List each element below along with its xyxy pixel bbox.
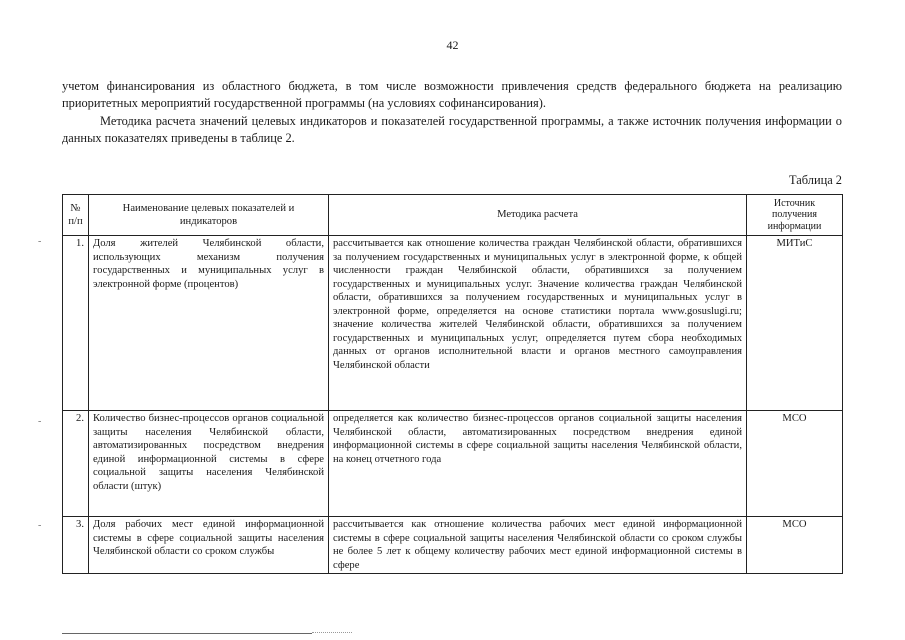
header-num: № п/п xyxy=(63,195,89,236)
header-method: Методика расчета xyxy=(329,195,747,236)
row-method: определяется как количество бизнес-процессов органов социальной защиты населения Челябинской области, автоматизированных посредством внедрения единой информационной системы в сфере социальной защиты населения Челябинской области, на конец отчетного года xyxy=(329,411,747,517)
margin-mark: - xyxy=(38,520,42,531)
table-row xyxy=(63,236,843,411)
row-name: Количество бизнес-процессов органов социальной защиты населения Челябинской области, автоматизированных посредством внедрения единой информационной системы в сфере социальной защиты населения Челябинской области (штук) xyxy=(89,411,329,517)
indicators-table xyxy=(62,194,843,574)
footer-rule xyxy=(62,633,312,634)
paragraph-1: учетом финансирования из областного бюджета, в том числе возможности привлечения средств федерального бюджета на реализацию приоритетных мероприятий государственной программы (на условиях софинансирования). xyxy=(62,79,842,110)
footer-dots xyxy=(312,632,352,633)
header-source: Источник получения информации xyxy=(747,195,843,236)
row-name: Доля жителей Челябинской области, использующих механизм получения государственных и муниципальных услуг в электронной форме (процентов) xyxy=(89,236,329,411)
row-source: МСО xyxy=(747,411,843,517)
row-source: МСО xyxy=(747,517,843,574)
table-row xyxy=(63,411,843,517)
table-row xyxy=(63,517,843,574)
row-num: 3. xyxy=(63,517,89,574)
margin-mark: - xyxy=(38,416,42,427)
row-num: 2. xyxy=(63,411,89,517)
margin-mark: - xyxy=(38,236,42,247)
row-num: 1. xyxy=(63,236,89,411)
table-header-row xyxy=(63,195,843,236)
table-caption: Таблица 2 xyxy=(789,173,842,187)
paragraph-2: Методика расчета значений целевых индикаторов и показателей государственной программы, а также источник получения информации о данных показателях приведены в таблице 2. xyxy=(62,114,842,145)
row-method: рассчитывается как отношение количества рабочих мест единой информационной системы в сфере социальной защиты населения Челябинской области со сроком службы не более 5 лет к общему количеству рабочих мест единой информационной системы в сфере xyxy=(329,517,747,574)
row-method: рассчитывается как отношение количества граждан Челябинской области, обратившихся за получением государственных и муниципальных услуг в электронной форме, к общей численности граждан Челябинской области, обратившихся за получением государственных и муниципальных услуг. Значение количества граждан Челябинской области, обратившихся за получением государственных и муниципальных услуг в электронной форме, определяется на основе статистики портала www.gosuslugi.ru; значение количества жителей Челябинской области, обратившихся за получением государственных и муниципальных услуг, определяется путем сбора необходимых данных от органов исполнительной власти и органов местного самоуправления Челябинской области xyxy=(329,236,747,411)
row-source: МИТиС xyxy=(747,236,843,411)
page-number: 42 xyxy=(446,38,459,52)
row-name: Доля рабочих мест единой информационной системы в сфере социальной защиты населения Челябинской области со сроком службы xyxy=(89,517,329,574)
header-name: Наименование целевых показателей и индикаторов xyxy=(89,195,329,236)
